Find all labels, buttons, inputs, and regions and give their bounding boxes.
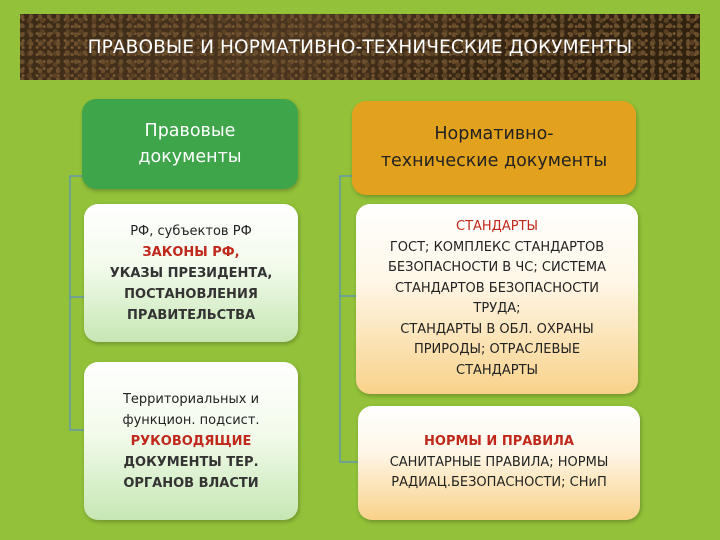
federal-laws-emph-1: ЗАКОНЫ РФ, — [142, 244, 240, 260]
federal-laws-line-1: РФ, субъектов РФ — [130, 223, 252, 239]
left-connector — [70, 176, 84, 430]
territorial-emph-1: РУКОВОДЯЩИЕ — [130, 433, 252, 449]
norms-heading: НОРМЫ И ПРАВИЛА — [424, 434, 574, 450]
federal-laws-emph-2: УКАЗЫ ПРЕЗИДЕНТА, — [109, 265, 273, 281]
norms-line-1: САНИТАРНЫЕ ПРАВИЛА; НОРМЫ — [389, 454, 609, 470]
norms-line-2: РАДИАЦ.БЕЗОПАСНОСТИ; СНиП — [391, 475, 607, 491]
territorial-documents-box — [84, 362, 298, 520]
federal-laws-emph-4: ПРАВИТЕЛЬСТВА — [126, 307, 256, 323]
legal-documents-header — [82, 99, 298, 189]
standards-line-2: БЕЗОПАСНОСТИ В ЧС; СИСТЕМА — [387, 260, 607, 275]
page-title: ПРАВОВЫЕ И НОРМАТИВНО-ТЕХНИЧЕСКИЕ ДОКУМЕНТЫ — [87, 36, 633, 58]
norms-rules-box — [358, 406, 640, 520]
standards-box — [356, 204, 638, 394]
standards-line-5: СТАНДАРТЫ В ОБЛ. ОХРАНЫ — [400, 321, 594, 337]
standards-line-7: СТАНДАРТЫ — [456, 362, 538, 378]
technical-header-line-1: Нормативно- — [434, 124, 554, 144]
territorial-line-2: функцион. подсист. — [122, 412, 260, 428]
standards-line-6: ПРИРОДЫ; ОТРАСЛЕВЫЕ — [413, 342, 581, 357]
legal-header-line-2: документы — [138, 147, 242, 167]
federal-laws-box — [84, 204, 298, 342]
federal-laws-emph-3: ПОСТАНОВЛЕНИЯ — [124, 286, 258, 302]
technical-header-line-2: технические документы — [380, 151, 608, 171]
legal-header-line-1: Правовые — [144, 121, 236, 141]
standards-line-1: ГОСТ; КОМПЛЕКС СТАНДАРТОВ — [389, 239, 605, 255]
territorial-emph-3: ОРГАНОВ ВЛАСТИ — [123, 475, 259, 491]
standards-line-3: СТАНДАРТОВ БЕЗОПАСНОСТИ — [395, 280, 599, 296]
title-bar — [20, 14, 700, 80]
standards-heading: СТАНДАРТЫ — [456, 219, 538, 234]
standards-line-4: ТРУДА; — [473, 301, 521, 316]
territorial-line-1: Территориальных и — [122, 391, 260, 407]
territorial-emph-2: ДОКУМЕНТЫ ТЕР. — [123, 454, 259, 470]
technical-documents-header — [352, 101, 636, 195]
